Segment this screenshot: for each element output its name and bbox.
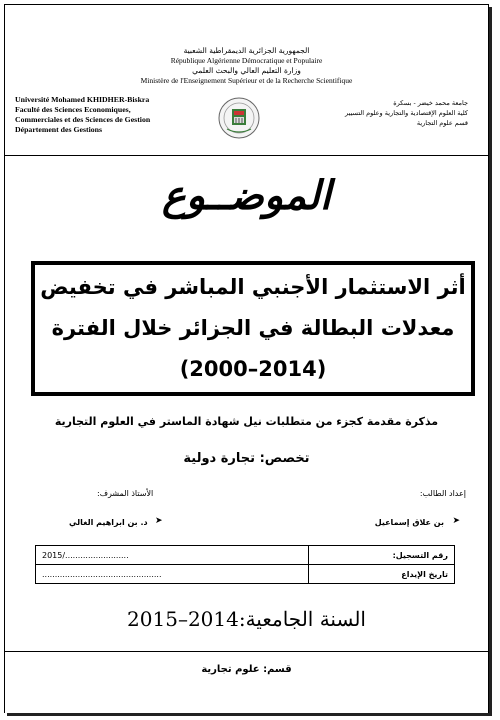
department-name-fr: Département des Gestions <box>15 125 103 134</box>
table-row <box>36 565 455 584</box>
footer-divider <box>5 651 488 652</box>
faculty-name-fr: Faculté des Sciences Economiques, <box>15 105 131 114</box>
title-line-2: معدلات البطالة في الجزائر خلال الفترة <box>51 316 455 340</box>
ar-ministry-line: وزارة التعليم العالي والبحث العلمي <box>192 66 301 75</box>
fr-republic-line: République Algérienne Démocratique et Populaire <box>170 56 323 65</box>
specialization: تخصص: تجارة دولية <box>183 451 310 466</box>
supervisor-name: د. بن ابراهيم الغالي <box>69 518 148 527</box>
university-block-fr <box>15 95 150 135</box>
department-name-ar: قسم علوم التجارية <box>416 119 468 127</box>
university-logo <box>217 96 261 140</box>
reg-number-label: رقم التسجيل: <box>309 546 455 565</box>
student-arrow-icon: ➤ <box>452 516 460 526</box>
academic-year: السنة الجامعية:2014–2015 <box>127 607 366 631</box>
registration-table <box>35 545 455 584</box>
supervisor-label: الأستاذ المشرف: <box>97 489 154 498</box>
supervisor-arrow-icon: ➤ <box>155 516 163 526</box>
university-name-ar: جامعة محمد خيضر - بسكرة <box>393 99 468 107</box>
faculty-name-fr-cont: Commerciales et des Sciences de Gestion <box>15 115 151 124</box>
university-name-fr: Université Mohamed KHIDHER-Biskra <box>15 95 150 104</box>
header-divider <box>5 155 488 156</box>
submission-date-value: ............................................... <box>36 565 309 584</box>
reg-number-value: 2015/......................... <box>36 546 309 565</box>
university-block-ar <box>345 98 468 128</box>
topic-heading: الموضــوع <box>161 173 332 219</box>
fr-ministry-line: Ministère de l'Enseignement Supérieur et de la Recherche Scientifique <box>140 76 353 85</box>
document-page <box>4 4 489 713</box>
table-row <box>36 546 455 565</box>
department-footer: قسم: علوم تجارية <box>201 664 292 675</box>
submission-date-label: تاريخ الإيداع <box>309 565 455 584</box>
title-line-3: (2000–2014) <box>179 357 327 381</box>
faculty-name-ar: كلية العلوم الإقتصادية والتجارية وعلوم التسيير <box>345 109 468 117</box>
student-label: إعداد الطالب: <box>419 489 466 498</box>
title-box <box>31 261 475 396</box>
memo-statement: مذكرة مقدمة كجزء من متطلبات نيل شهادة الماستر في العلوم التجارية <box>54 415 439 428</box>
ar-republic-line: الجمهورية الجزائرية الديمقراطية الشعبية <box>183 46 310 55</box>
student-name: بن علاق إسماعيل <box>374 518 444 527</box>
title-line-1: أثر الاستثمار الأجنبي المباشر في تخفيض <box>40 275 466 299</box>
